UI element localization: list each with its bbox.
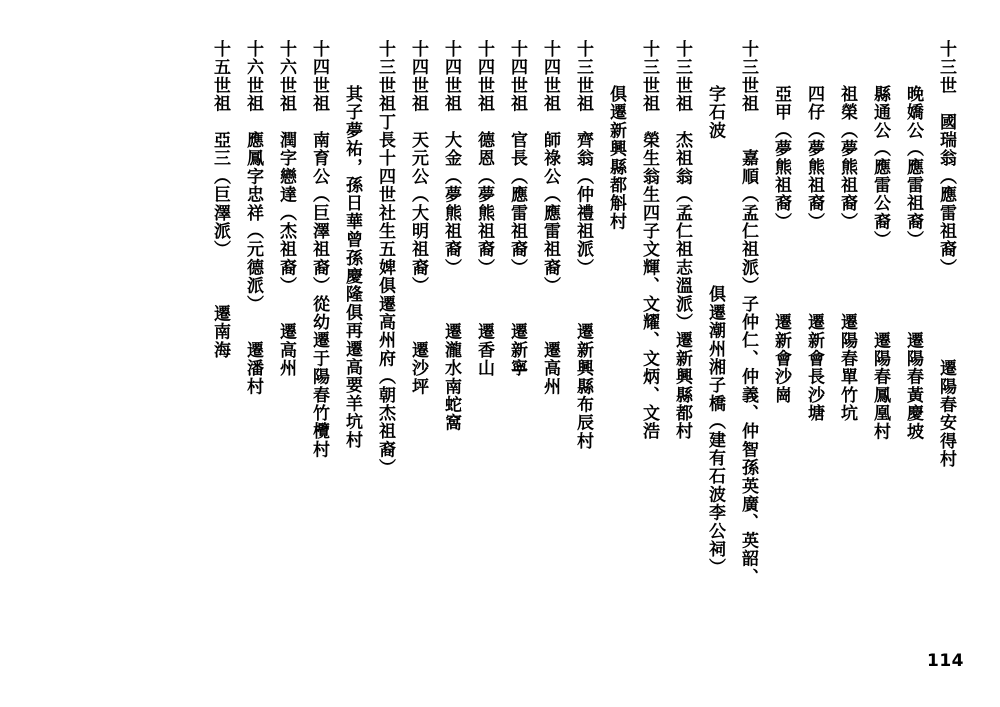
text-column: 十三世祖 嘉順（孟仁祖派）子仲仁、仲義、仲智孫英廣、英韶、 — [738, 40, 758, 586]
page-number: 114 — [927, 651, 964, 671]
text-column: 其子夢祐，孫日華曾孫慶隆俱再遷高要羊坑村 — [342, 85, 362, 449]
text-column: 十三世祖 榮生翁生四子文輝、文耀、文炳、文浩 — [639, 40, 659, 441]
text-column: 十四世祖 南育公（巨澤祖裔）從幼遷于陽春竹欖村 — [309, 40, 329, 459]
text-column: 俱遷新興縣都斛村 — [606, 85, 626, 231]
text-column: 十四世祖 德恩（夢熊祖裔） 遷香山 — [474, 40, 494, 378]
text-column: 十四世祖 大金（夢熊祖裔） 遷瀧水南蛇窩 — [441, 40, 461, 432]
text-column: 十四世祖 師祿公（應雷祖裔） 遷高州 — [540, 40, 560, 396]
text-column: 四仔（夢熊祖裔） 遷新會長沙塘 — [804, 85, 824, 423]
text-column: 十三世祖 齊翁（仲禮祖派） 遷新興縣布辰村 — [573, 40, 593, 451]
text-column: 十六世祖 應鳳字忠祥（元德派） 遷潘村 — [243, 40, 263, 396]
text-column: 晚嬌公（應雷祖裔） 遷陽春黃慶坡 — [903, 85, 923, 441]
text-column: 十五世祖 亞三（巨澤派） 遷南海 — [210, 40, 230, 360]
text-column: 亞甲（夢熊祖裔） 遷新會沙崗 — [771, 85, 791, 405]
text-column: 字石波 俱遷潮州湘子橋（建有石波李公祠） — [705, 85, 725, 577]
text-column: 十三世 國瑞翁（應雷祖裔） 遷陽春安得村 — [936, 40, 956, 469]
text-column: 十三世祖丁長十四世社生五婢俱遷高州府（朝杰祖裔） — [375, 40, 395, 477]
text-column: 祖榮（夢熊祖裔） 遷陽春單竹坑 — [837, 85, 857, 423]
text-column: 十四世祖 官長（應雷祖裔） 遷新寧 — [507, 40, 527, 378]
vertical-text-block — [60, 40, 954, 637]
text-column: 十六世祖 潤字戀達（杰祖裔） 遷高州 — [276, 40, 296, 378]
text-column: 縣通公（應雷公裔） 遷陽春鳳凰村 — [870, 85, 890, 441]
text-column: 十四世祖 天元公（大明祖裔） 遷沙坪 — [408, 40, 428, 396]
text-column: 十三世祖 杰祖翁（孟仁祖志溫派）遷新興縣都村 — [672, 40, 692, 441]
